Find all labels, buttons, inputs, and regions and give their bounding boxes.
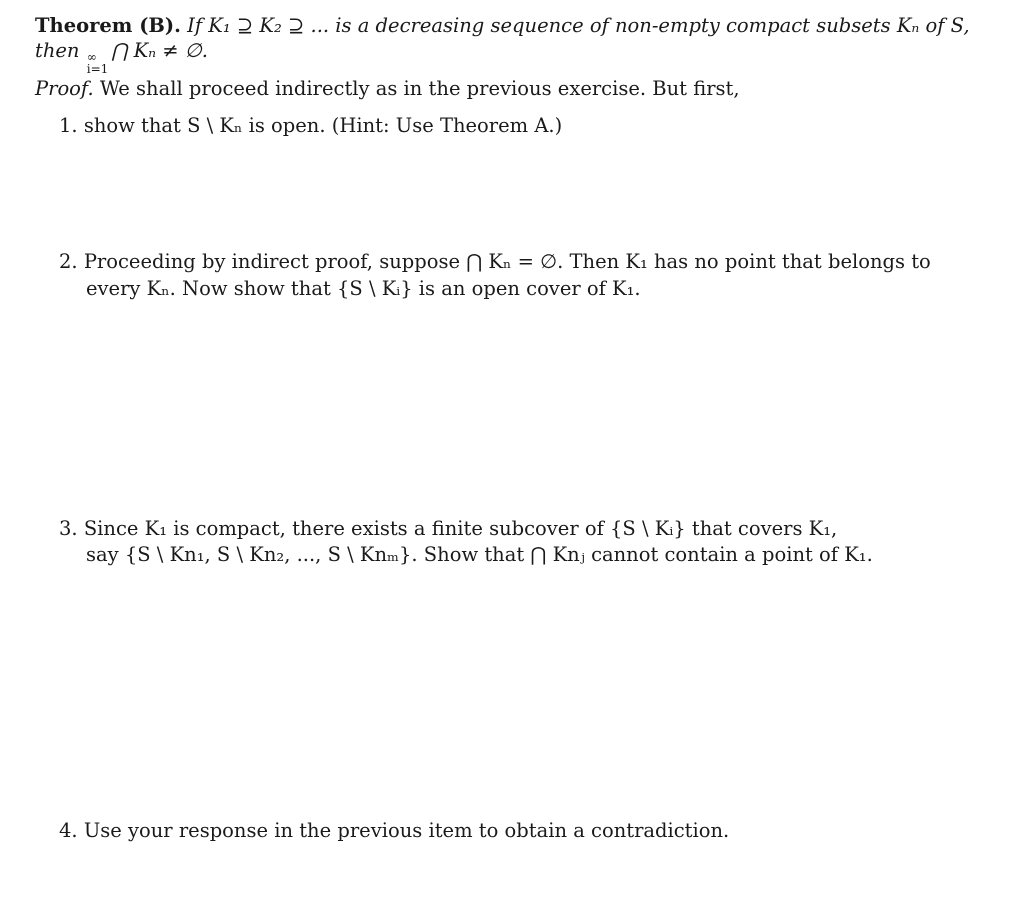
list-item-text: every Kₙ. Now show that {S \ Kᵢ} is an open cover of K₁. xyxy=(86,277,641,300)
list-item-2 xyxy=(59,252,931,272)
theorem-statement-line-1: If K₁ ⊇ K₂ ⊇ ... is a decreasing sequence of non-empty compact subsets Kₙ of S, xyxy=(187,14,970,37)
proof-intro-text: We shall proceed indirectly as in the previous exercise. But first, xyxy=(99,77,740,100)
list-item-number: 3. xyxy=(59,517,78,540)
list-item-text: Since K₁ is compact, there exists a finite subcover of {S \ Kᵢ} that covers K₁, xyxy=(83,517,838,540)
intersection-limits xyxy=(87,52,109,75)
theorem-conclusion: ⋂ Kₙ ≠ ∅. xyxy=(111,39,208,62)
theorem-line-1 xyxy=(35,16,970,36)
theorem-heading: Theorem (B). xyxy=(35,14,181,37)
theorem-line-2 xyxy=(35,41,208,75)
proof-label: Proof. xyxy=(35,77,94,100)
theorem-statement-prefix: then xyxy=(35,39,80,62)
list-item-text: Use your response in the previous item to obtain a contradiction. xyxy=(83,819,730,842)
list-item-3 xyxy=(59,519,837,539)
list-item-number: 1. xyxy=(59,114,78,137)
list-item-text: show that S \ Kₙ is open. (Hint: Use Theorem A.) xyxy=(83,114,563,137)
list-item-number: 4. xyxy=(59,819,78,842)
list-item-4 xyxy=(59,821,729,841)
list-item-3-continuation xyxy=(86,545,873,565)
intersection-upper-limit: ∞ xyxy=(86,50,97,65)
list-item-text: say {S \ Kn₁, S \ Kn₂, ..., S \ Knₘ}. Show that ⋂ Knⱼ cannot contain a point of K₁. xyxy=(86,543,873,566)
list-item-number: 2. xyxy=(59,250,78,273)
proof-intro-line xyxy=(35,79,740,99)
list-item-2-continuation xyxy=(86,279,641,299)
intersection-lower-limit: i=1 xyxy=(86,61,109,76)
list-item-text: Proceeding by indirect proof, suppose ⋂ Kₙ = ∅. Then K₁ has no point that belongs to xyxy=(83,250,931,273)
list-item-1 xyxy=(59,116,562,136)
